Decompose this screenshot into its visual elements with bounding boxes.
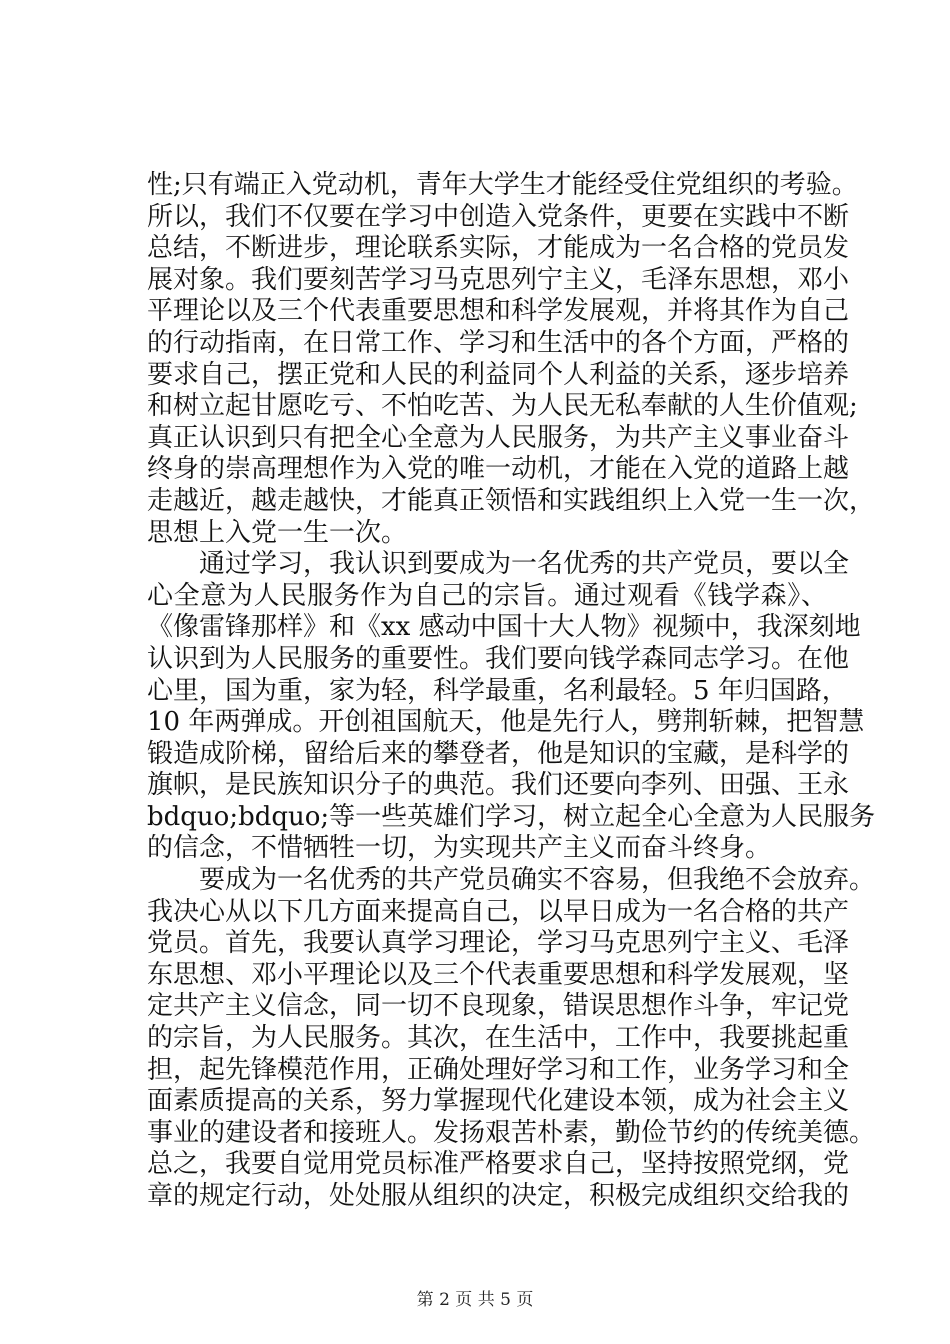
- text-line: 面素质提高的关系，努力掌握现代化建设本领，成为社会主义: [147, 1086, 850, 1117]
- text-line: 东思想、邓小平理论以及三个代表重要思想和科学发展观，坚: [147, 959, 850, 990]
- text-line: 走越近，越走越快，才能真正领悟和实践组织上入党一生一次，: [147, 485, 876, 516]
- text-line: 认识到为人民服务的重要性。我们要向钱学森同志学习。在他: [147, 643, 850, 674]
- page-footer: 第 2 页 共 5 页: [416, 1290, 534, 1310]
- text-line: 《像雷锋那样》和《xx 感动中国十大人物》视频中，我深刻地: [147, 612, 861, 643]
- text-line: 锻造成阶梯，留给后来的攀登者，他是知识的宝藏，是科学的: [147, 738, 850, 769]
- text-line: 展对象。我们要刻苦学习马克思列宁主义，毛泽东思想，邓小: [147, 264, 850, 295]
- text-line: 总结，不断进步，理论联系实际，才能成为一名合格的党员发: [147, 233, 850, 264]
- paragraph: [147, 170, 876, 549]
- text-line: 真正认识到只有把全心全意为人民服务，为共产主义事业奋斗: [147, 422, 850, 453]
- text-line: 心全意为人民服务作为自己的宗旨。通过观看《钱学森》、: [147, 580, 827, 611]
- text-line: 事业的建设者和接班人。发扬艰苦朴素，勤俭节约的传统美德。: [147, 1117, 876, 1148]
- text-line: 终身的崇高理想作为入党的唯一动机，才能在入党的道路上越: [147, 454, 850, 485]
- document-body: [147, 170, 876, 1213]
- text-line: 要成为一名优秀的共产党员确实不容易，但我绝不会放弃。: [147, 865, 876, 896]
- text-line: 要求自己，摆正党和人民的利益同个人利益的关系，逐步培养: [147, 359, 850, 390]
- text-line: 所以，我们不仅要在学习中创造入党条件，更要在实践中不断: [147, 201, 850, 232]
- text-line: 旗帜，是民族知识分子的典范。我们还要向李列、田强、王永: [147, 770, 850, 801]
- paragraph: [147, 549, 876, 865]
- paragraph: [147, 865, 876, 1213]
- text-line: 思想上入党一生一次。: [147, 517, 408, 548]
- text-line: 的行动指南，在日常工作、学习和生活中的各个方面，严格的: [147, 327, 850, 358]
- text-line: 10 年两弹成。开创祖国航天，他是先行人，劈荆斩棘，把智慧: [147, 707, 865, 738]
- text-line: bdquo;bdquo;等一些英雄们学习，树立起全心全意为人民服务: [147, 801, 876, 832]
- text-line: 心里，国为重，家为轻，科学最重，名利最轻。5 年归国路，: [147, 675, 848, 706]
- text-line: 总之，我要自觉用党员标准严格要求自己，坚持按照党纲，党: [147, 1149, 850, 1180]
- text-line: 平理论以及三个代表重要思想和科学发展观，并将其作为自己: [147, 296, 850, 327]
- text-line: 的宗旨，为人民服务。其次，在生活中，工作中，我要挑起重: [147, 1023, 850, 1054]
- text-line: 我决心从以下几方面来提高自己，以早日成为一名合格的共产: [147, 896, 850, 927]
- text-line: 定共产主义信念，同一切不良现象，错误思想作斗争，牢记党: [147, 991, 850, 1022]
- text-line: 和树立起甘愿吃亏、不怕吃苦、为人民无私奉献的人生价值观;: [147, 391, 858, 422]
- text-line: 章的规定行动，处处服从组织的决定，积极完成组织交给我的: [147, 1181, 850, 1211]
- text-line: 党员。首先，我要认真学习理论，学习马克思列宁主义、毛泽: [147, 928, 850, 959]
- text-line: 担，起先锋模范作用，正确处理好学习和工作，业务学习和全: [147, 1054, 850, 1085]
- text-line: 通过学习，我认识到要成为一名优秀的共产党员，要以全: [147, 549, 850, 580]
- text-line: 性;只有端正入党动机，青年大学生才能经受住党组织的考验。: [147, 170, 858, 200]
- text-line: 的信念，不惜牺牲一切，为实现共产主义而奋斗终身。: [147, 833, 772, 864]
